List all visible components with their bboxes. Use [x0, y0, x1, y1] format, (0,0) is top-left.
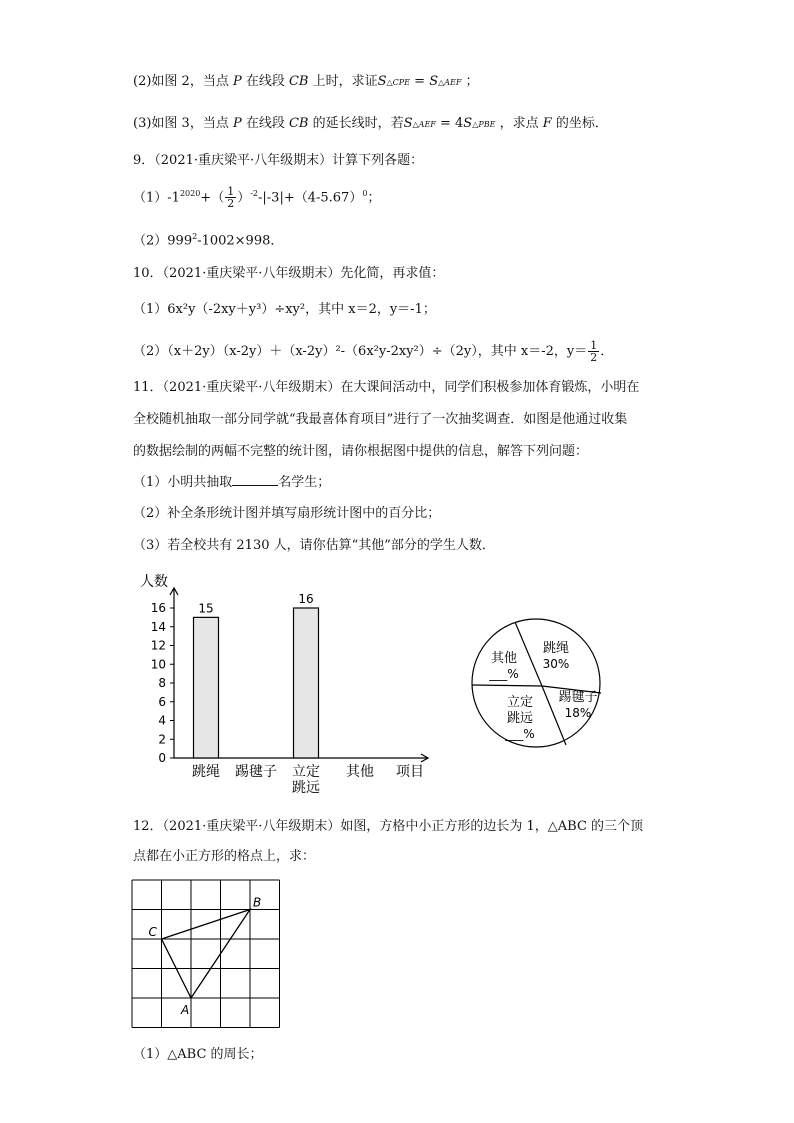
q12-part1: （1）△ABC 的周长； — [133, 1047, 263, 1062]
x-tick-label: 其他 — [346, 764, 374, 780]
q9-part2: $(2)999^2-1002\times 998$． — [133, 232, 284, 249]
pie-slice-value: 30% — [542, 657, 570, 671]
grid-triangle-figure — [128, 876, 288, 1036]
answer-blank[interactable] — [232, 473, 278, 486]
pie-slice-label: 跳绳 — [542, 641, 570, 656]
bar — [294, 608, 319, 758]
bar — [194, 617, 219, 758]
pie-chart — [466, 617, 616, 757]
q9-title: 9．（2021·重庆梁平·八年级期末）计算下列各题： — [133, 153, 424, 168]
q12-line1: 12．（2021·重庆梁平·八年级期末）如图，方格中小正方形的边长为 1，△ABC 的三个顶 — [133, 819, 644, 834]
y-tick-label: 8 — [158, 676, 166, 690]
vertex-label-b: B — [253, 895, 262, 910]
vertex-label-c: C — [148, 925, 157, 939]
q11-line1: 11．（2021·重庆梁平·八年级期末）在大课间活动中，同学们积极参加体育锻炼，小明在 — [133, 380, 640, 395]
pie-slice-label: 踢毽子 — [558, 690, 598, 705]
q11-sub2: （2）补全条形统计图并填写扇形统计图中的百分比； — [133, 506, 441, 521]
y-tick-label: 0 — [158, 751, 166, 765]
fraction-half: $\frac{1}{2}$ — [590, 339, 598, 364]
q10-part2: （2）（x＋2y）（x-2y）＋（x-2y）²-（6x²y-2xy²）÷（2y），其中 x＝-2，y＝ $\frac{1}{2}$ ． — [133, 339, 614, 364]
pie-slice-value: 18% — [564, 706, 592, 720]
fraction-half: $\frac{1}{2}$ — [227, 185, 235, 211]
q12-line2: 点都在小正方形的格点上，求： — [133, 849, 316, 864]
bar-chart — [138, 570, 438, 800]
y-tick-label: 10 — [150, 657, 166, 672]
q10-part1: （1）6x²y（-2xy＋y³）÷xy²，其中 x＝2，y＝-1； — [133, 302, 436, 317]
x-tick-label: 跳绳 — [192, 764, 220, 780]
pie-slice-label: 立定 — [506, 695, 534, 710]
q11-line3: 的数据绘制的两幅不完整的统计图，请你根据图中提供的信息，解答下列问题： — [133, 444, 589, 459]
y-tick-label: 2 — [158, 732, 166, 747]
q11-line2: 全校随机抽取一部分同学就“我最喜体育项目”进行了一次抽奖调查．如图是他通过收集 — [133, 412, 628, 427]
pie-outline — [472, 619, 600, 747]
q11-sub1: （1）小明共抽取 名学生； — [133, 475, 331, 490]
vertex-label-a: A — [181, 1003, 190, 1017]
bar-value-label: 16 — [298, 592, 314, 606]
y-axis-label: 人数 — [140, 574, 168, 590]
triangle-abc — [162, 910, 251, 999]
pie-slice-value: ___% — [489, 667, 519, 681]
y-tick-label: 6 — [158, 694, 166, 709]
y-tick-label: 16 — [150, 601, 166, 615]
y-tick-label: 12 — [150, 638, 166, 653]
pie-slice-value: ___% — [505, 727, 535, 741]
q8-part3: (3)如图 3，当点 P 在线段 CB 的延长线时，若S△AEF = 4S△PBE ，求点 F 的坐标． — [133, 116, 608, 131]
x-tick-label: 跳远 — [292, 780, 320, 796]
q8-part2: (2)如图 2，当点 P 在线段 CB 上时，求证S△CPE = S△AEF ； — [133, 74, 479, 89]
q10-title: 10．（2021·重庆梁平·八年级期末）先化简，再求值： — [133, 266, 445, 281]
q9-part1: $(1)-1^{2020}+$（ $\frac{1}{2}$ ）$^{-2}-|-3|+(4-5.67)^0$； — [133, 185, 381, 211]
pie-slice-label: 跳远 — [506, 711, 534, 726]
bar-value-label: 15 — [198, 601, 214, 616]
x-tick-label: 立定 — [292, 764, 320, 780]
x-axis-label: 项目 — [396, 764, 424, 780]
q11-sub3: （3）若全校共有 2130 人，请你估算“其他”部分的学生人数． — [133, 538, 495, 553]
x-tick-label: 踢毽子 — [235, 764, 277, 780]
y-tick-label: 4 — [158, 713, 166, 728]
pie-slice-label: 其他 — [490, 651, 518, 666]
y-tick-label: 14 — [150, 619, 166, 634]
